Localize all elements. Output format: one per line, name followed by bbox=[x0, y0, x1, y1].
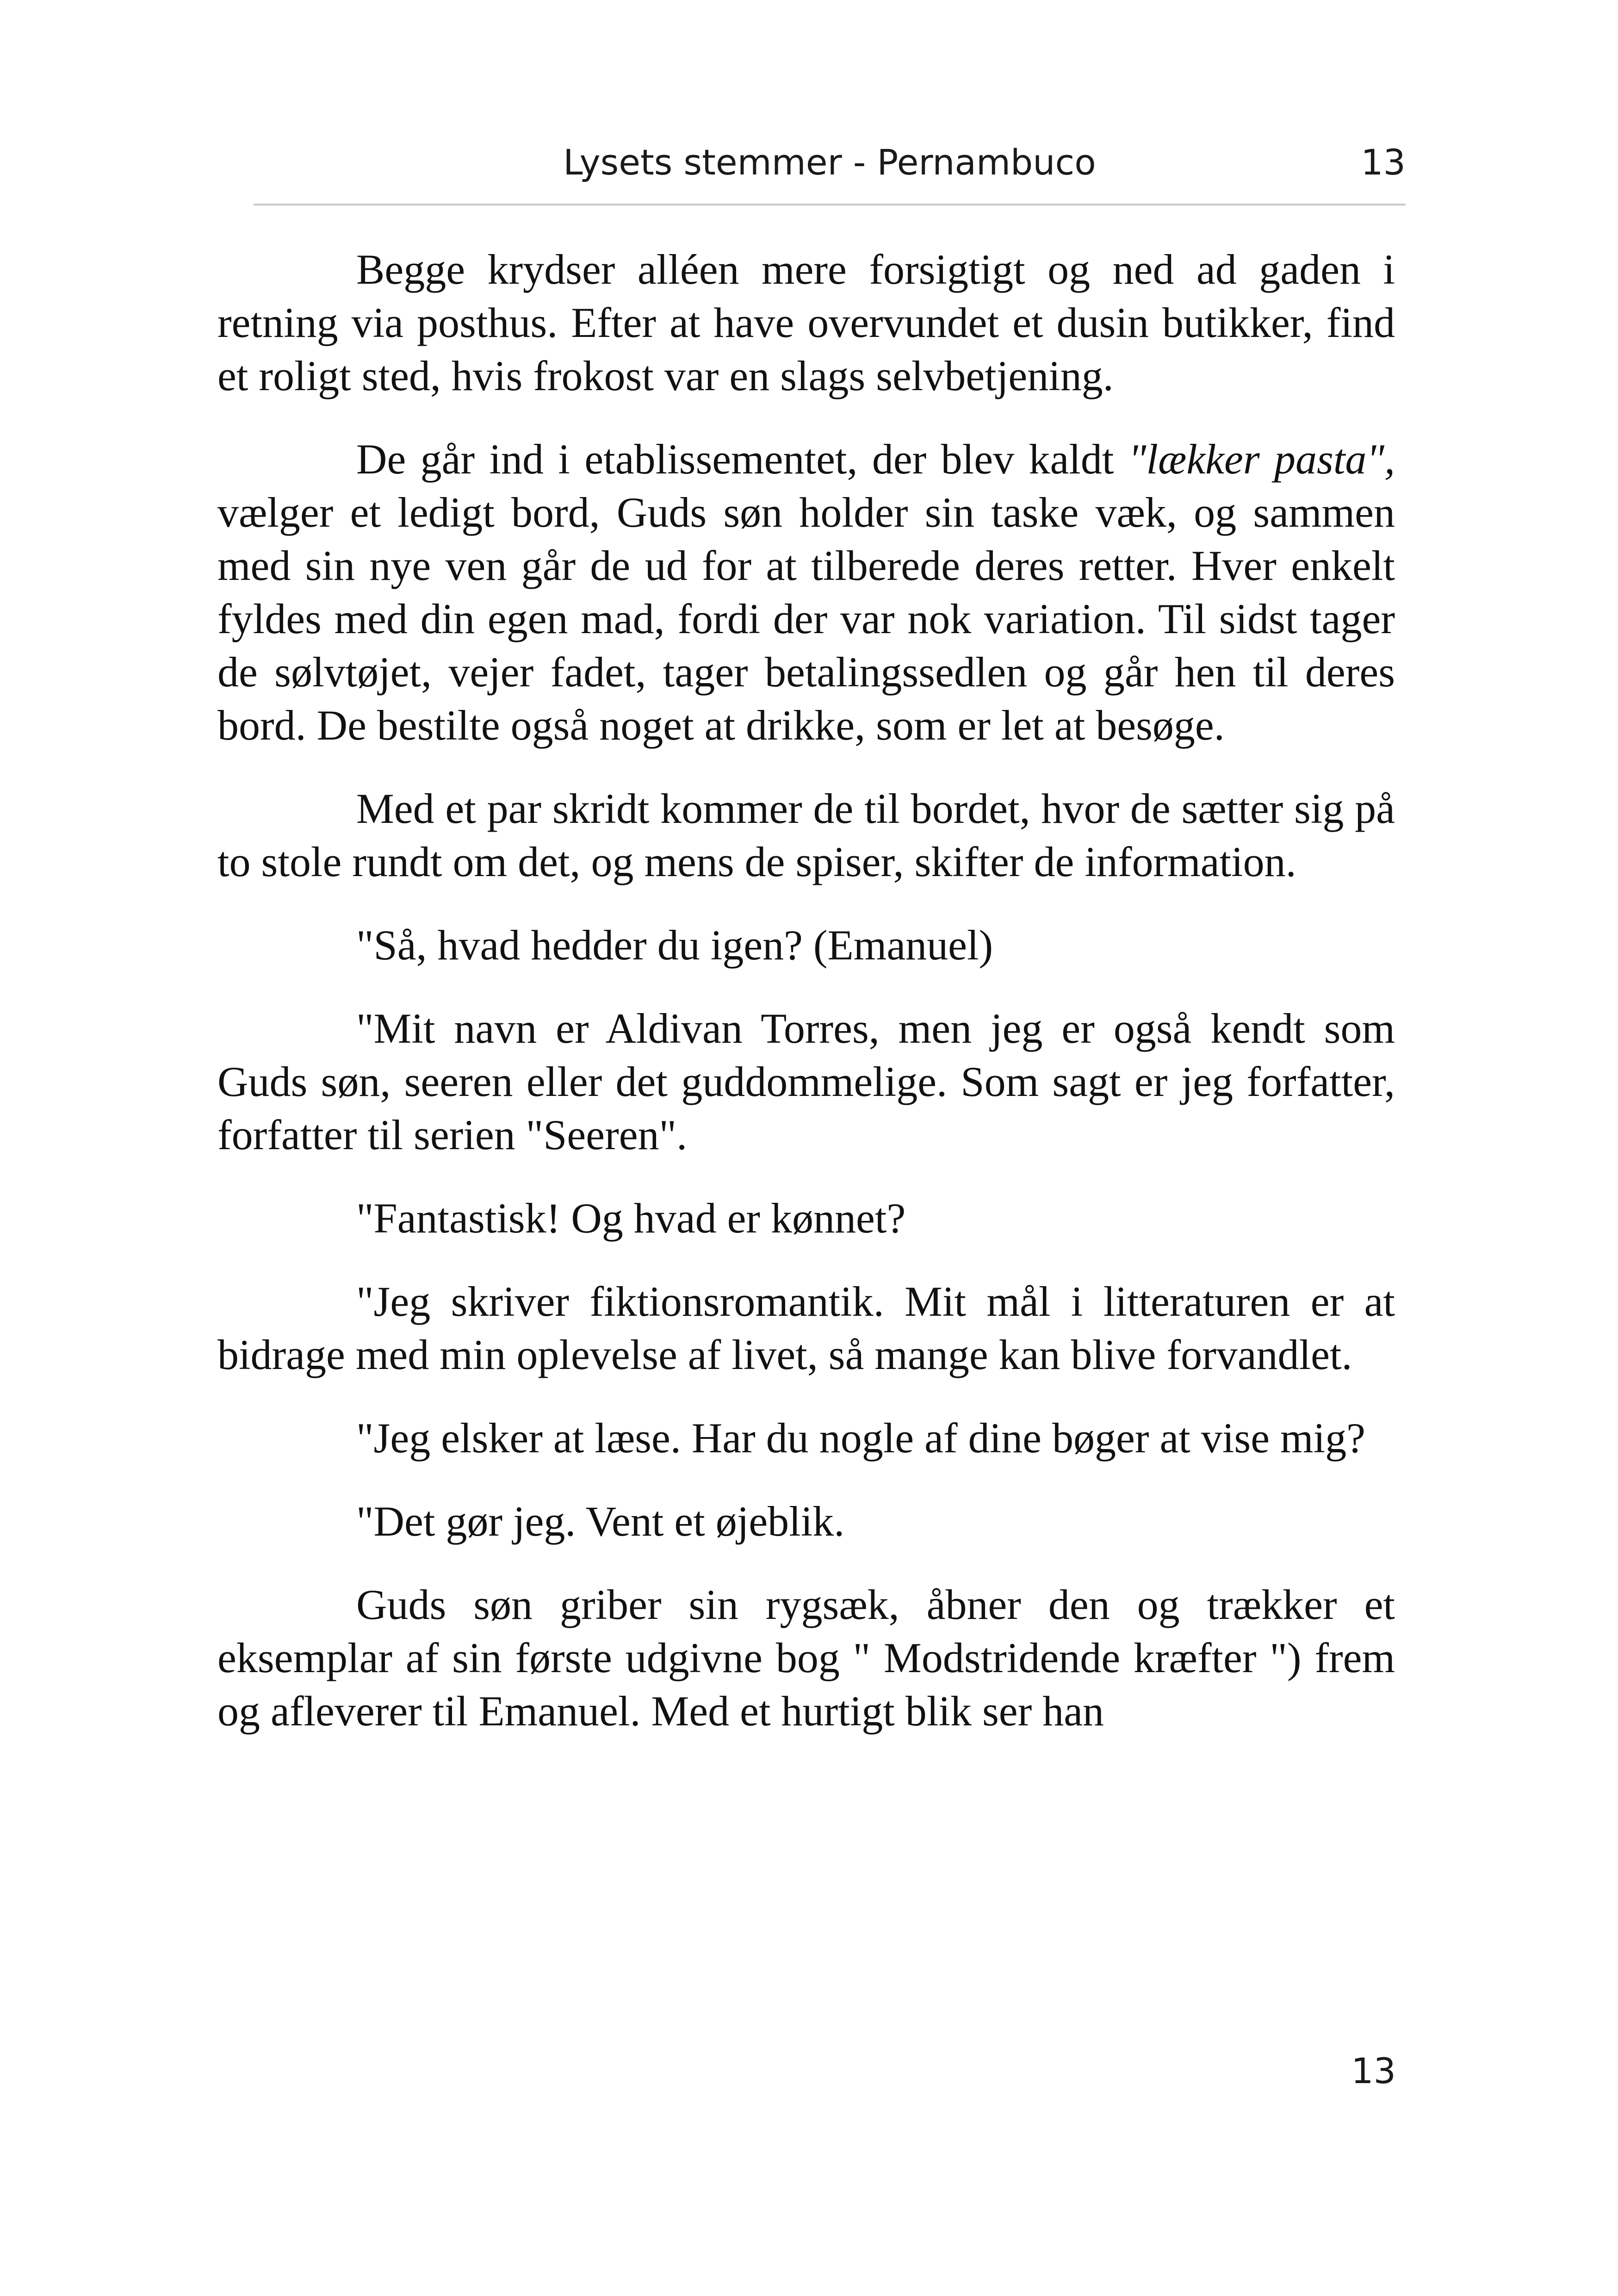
running-title: Lysets stemmer - Pernambuco bbox=[563, 142, 1096, 183]
paragraph bbox=[217, 1412, 1395, 1465]
paragraph-text: "Mit navn er Aldivan Torres, men jeg er også kendt som Guds søn, seeren eller det guddommelige. Som sagt er jeg forfatter, forfatter til serien "Seeren". bbox=[217, 1005, 1395, 1158]
paragraph-text: "Jeg elsker at læse. Har du nogle af dine bøger at vise mig? bbox=[356, 1414, 1366, 1462]
paragraph-text: "Jeg skriver fiktionsromantik. Mit mål i litteraturen er at bidrage med min oplevelse af livet, så mange kan blive forvandlet. bbox=[217, 1278, 1395, 1378]
paragraph-text: Guds søn griber sin rygsæk, åbner den og trækker et eksemplar af sin første udgivne bog " Modstridende kræfter ") frem og afleverer til Emanuel. Med et hurtigt blik ser han bbox=[217, 1581, 1395, 1735]
paragraph-text: Med et par skridt kommer de til bordet, hvor de sætter sig på to stole rundt om det, og mens de spiser, skifter de information. bbox=[217, 785, 1395, 885]
paragraph-text: "Det gør jeg. Vent et øjeblik. bbox=[356, 1498, 845, 1545]
header-page-number: 13 bbox=[1361, 142, 1406, 183]
paragraph-text: "Fantastisk! Og hvad er kønnet? bbox=[356, 1195, 906, 1242]
paragraph-text: "Så, hvad hedder du igen? (Emanuel) bbox=[356, 921, 993, 969]
paragraph bbox=[217, 433, 1395, 752]
paragraph bbox=[217, 1495, 1395, 1548]
paragraph-text: De går ind i etablissementet, der blev kaldt bbox=[356, 436, 1128, 483]
paragraph bbox=[217, 782, 1395, 889]
footer-page-number: 13 bbox=[1351, 2050, 1396, 2091]
paragraph bbox=[217, 919, 1395, 972]
paragraph-text: vælger et ledigt bord, Guds søn holder sin taske væk, og sammen med sin nye ven går de ud for at tilberede deres retter. Hver enkelt fyldes med din egen mad, fordi der var nok variation. Til sidst tager de sølvtøjet, vejer fadet, tager betalingssedlen og går hen til deres bord. De bestilte også noget at drikke, som er let at besøge. bbox=[217, 489, 1395, 749]
paragraph bbox=[217, 1275, 1395, 1381]
paragraph-text: Begge krydser alléen mere forsigtigt og ned ad gaden i retning via posthus. Efter at have overvundet et dusin butikker, find et roligt sted, hvis frokost var en slags selvbetjening. bbox=[217, 246, 1395, 399]
body-text bbox=[217, 243, 1395, 1738]
paragraph bbox=[217, 1578, 1395, 1738]
page-header bbox=[254, 125, 1406, 205]
paragraph bbox=[217, 1002, 1395, 1162]
paragraph bbox=[217, 1192, 1395, 1245]
italic-text: "lækker pasta", bbox=[1128, 436, 1395, 483]
paragraph bbox=[217, 243, 1395, 403]
